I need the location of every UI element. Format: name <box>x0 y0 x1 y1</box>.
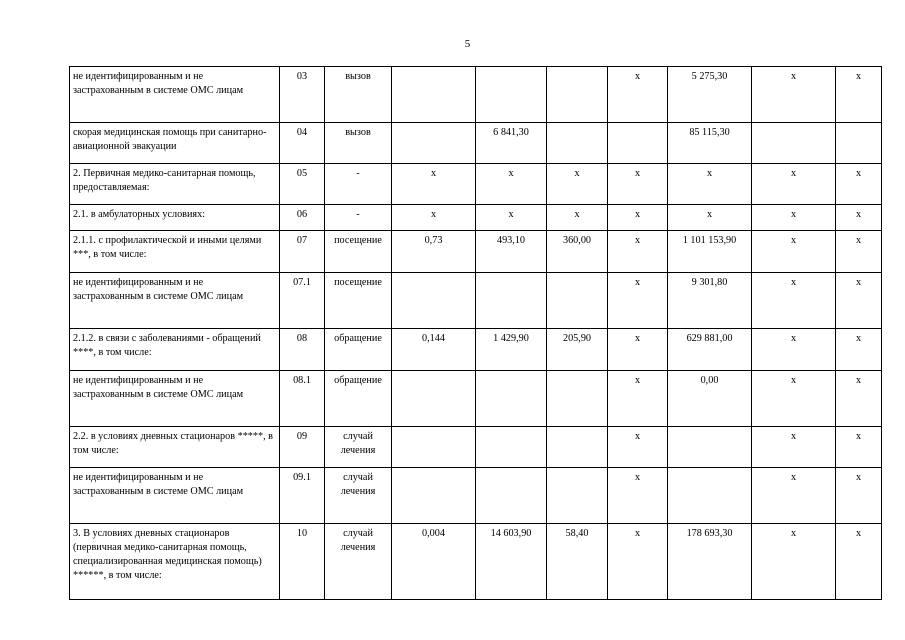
row-unit-cell: обращение <box>325 371 392 427</box>
row-col7-cell: х <box>608 164 668 205</box>
row-code-cell: 07 <box>280 231 325 273</box>
table-row <box>70 273 882 329</box>
row-col7-cell: х <box>608 205 668 231</box>
row-col9-cell: х <box>752 329 836 371</box>
row-code-cell: 07.1 <box>280 273 325 329</box>
row-per-capita-cell <box>547 468 608 524</box>
row-name-cell: 2.2. в условиях дневных стационаров *****, в том числе: <box>70 427 280 468</box>
row-unit-cell: случай лечения <box>325 427 392 468</box>
row-cost-cell <box>476 468 547 524</box>
row-col9-cell: х <box>752 205 836 231</box>
row-col9-cell: х <box>752 273 836 329</box>
row-unit-cell: случай лечения <box>325 468 392 524</box>
row-col7-cell: х <box>608 427 668 468</box>
row-col7-cell: х <box>608 273 668 329</box>
row-norm-cell <box>392 273 476 329</box>
table-row <box>70 205 882 231</box>
row-norm-cell <box>392 123 476 164</box>
row-col9-cell: х <box>752 231 836 273</box>
row-col10-cell: х <box>836 273 882 329</box>
row-name-cell: не идентифицированным и не застрахованным в системе ОМС лицам <box>70 67 280 123</box>
row-sum-cell: 629 881,00 <box>668 329 752 371</box>
table-row <box>70 329 882 371</box>
row-per-capita-cell <box>547 67 608 123</box>
row-per-capita-cell: 58,40 <box>547 524 608 600</box>
table-row <box>70 524 882 600</box>
row-col7-cell <box>608 123 668 164</box>
row-col10-cell <box>836 123 882 164</box>
row-col9-cell: х <box>752 371 836 427</box>
row-norm-cell: 0,144 <box>392 329 476 371</box>
row-name-cell: не идентифицированным и не застрахованным в системе ОМС лицам <box>70 273 280 329</box>
row-per-capita-cell <box>547 427 608 468</box>
row-col9-cell <box>752 123 836 164</box>
row-cost-cell: 6 841,30 <box>476 123 547 164</box>
row-cost-cell <box>476 273 547 329</box>
table-row <box>70 123 882 164</box>
row-col10-cell: х <box>836 164 882 205</box>
row-code-cell: 05 <box>280 164 325 205</box>
row-name-cell: 2.1.1. с профилактической и иными целями ***, в том числе: <box>70 231 280 273</box>
row-unit-cell: посещение <box>325 231 392 273</box>
row-col9-cell: х <box>752 164 836 205</box>
row-col10-cell: х <box>836 427 882 468</box>
table-row <box>70 164 882 205</box>
row-cost-cell: 1 429,90 <box>476 329 547 371</box>
row-col10-cell: х <box>836 67 882 123</box>
row-col7-cell: х <box>608 524 668 600</box>
row-unit-cell: вызов <box>325 123 392 164</box>
row-cost-cell: х <box>476 164 547 205</box>
row-col10-cell: х <box>836 205 882 231</box>
row-sum-cell <box>668 468 752 524</box>
row-col10-cell: х <box>836 371 882 427</box>
row-name-cell: 2. Первичная медико-санитарная помощь, предоставляемая: <box>70 164 280 205</box>
row-code-cell: 09 <box>280 427 325 468</box>
row-code-cell: 08 <box>280 329 325 371</box>
table-row <box>70 371 882 427</box>
row-name-cell: не идентифицированным и не застрахованным в системе ОМС лицам <box>70 468 280 524</box>
row-unit-cell: - <box>325 164 392 205</box>
row-col7-cell: х <box>608 371 668 427</box>
row-name-cell: 2.1.2. в связи с заболеваниями - обращений ****, в том числе: <box>70 329 280 371</box>
row-norm-cell <box>392 468 476 524</box>
row-unit-cell: случай лечения <box>325 524 392 600</box>
row-unit-cell: посещение <box>325 273 392 329</box>
row-name-cell: скорая медицинская помощь при санитарно-авиационной эвакуации <box>70 123 280 164</box>
row-cost-cell <box>476 427 547 468</box>
row-col10-cell: х <box>836 231 882 273</box>
row-cost-cell: х <box>476 205 547 231</box>
row-per-capita-cell <box>547 371 608 427</box>
row-cost-cell: 493,10 <box>476 231 547 273</box>
row-sum-cell: 85 115,30 <box>668 123 752 164</box>
row-code-cell: 10 <box>280 524 325 600</box>
row-sum-cell: 178 693,30 <box>668 524 752 600</box>
row-col10-cell: х <box>836 524 882 600</box>
row-name-cell: 2.1. в амбулаторных условиях: <box>70 205 280 231</box>
row-norm-cell <box>392 371 476 427</box>
row-sum-cell: 9 301,80 <box>668 273 752 329</box>
row-col9-cell: х <box>752 67 836 123</box>
row-code-cell: 04 <box>280 123 325 164</box>
row-per-capita-cell: 205,90 <box>547 329 608 371</box>
row-unit-cell: обращение <box>325 329 392 371</box>
row-cost-cell <box>476 67 547 123</box>
row-col10-cell: х <box>836 468 882 524</box>
row-col7-cell: х <box>608 231 668 273</box>
row-norm-cell: х <box>392 205 476 231</box>
row-sum-cell: х <box>668 205 752 231</box>
row-norm-cell <box>392 427 476 468</box>
row-col7-cell: х <box>608 329 668 371</box>
row-col7-cell: х <box>608 468 668 524</box>
table-row <box>70 231 882 273</box>
row-unit-cell: вызов <box>325 67 392 123</box>
row-norm-cell: х <box>392 164 476 205</box>
row-col7-cell: х <box>608 67 668 123</box>
row-sum-cell: х <box>668 164 752 205</box>
page-number: 5 <box>464 38 471 50</box>
row-code-cell: 03 <box>280 67 325 123</box>
table-row <box>70 468 882 524</box>
row-per-capita-cell: х <box>547 164 608 205</box>
row-unit-cell: - <box>325 205 392 231</box>
row-name-cell: 3. В условиях дневных стационаров (первичная медико-санитарная помощь, специализированная медицинская помощь) ******, в том числе: <box>70 524 280 600</box>
row-code-cell: 09.1 <box>280 468 325 524</box>
row-cost-cell <box>476 371 547 427</box>
row-code-cell: 06 <box>280 205 325 231</box>
row-sum-cell: 1 101 153,90 <box>668 231 752 273</box>
row-name-cell: не идентифицированным и не застрахованным в системе ОМС лицам <box>70 371 280 427</box>
row-sum-cell: 0,00 <box>668 371 752 427</box>
table-row <box>70 67 882 123</box>
table-row <box>70 427 882 468</box>
data-table <box>69 66 882 600</box>
row-per-capita-cell <box>547 123 608 164</box>
row-sum-cell: 5 275,30 <box>668 67 752 123</box>
row-norm-cell <box>392 67 476 123</box>
row-cost-cell: 14 603,90 <box>476 524 547 600</box>
row-col10-cell: х <box>836 329 882 371</box>
row-norm-cell: 0,004 <box>392 524 476 600</box>
row-per-capita-cell: 360,00 <box>547 231 608 273</box>
row-code-cell: 08.1 <box>280 371 325 427</box>
row-col9-cell: х <box>752 468 836 524</box>
row-per-capita-cell <box>547 273 608 329</box>
row-per-capita-cell: х <box>547 205 608 231</box>
row-col9-cell: х <box>752 427 836 468</box>
row-sum-cell <box>668 427 752 468</box>
row-col9-cell: х <box>752 524 836 600</box>
row-norm-cell: 0,73 <box>392 231 476 273</box>
